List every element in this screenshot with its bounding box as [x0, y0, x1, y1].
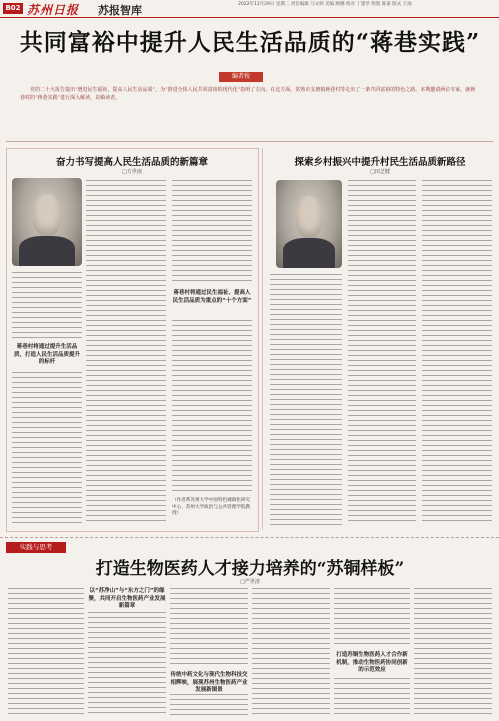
- left-article-body-col1: [86, 180, 166, 525]
- bottom-article-body-col4: [252, 588, 330, 716]
- section-divider: [0, 537, 499, 538]
- left-article-byline: □方世南: [122, 169, 142, 175]
- page-number: B02: [3, 3, 23, 14]
- left-article-body-col3b: [172, 320, 252, 495]
- section-name: 苏报智库: [98, 4, 142, 17]
- left-article-body-col3: [172, 180, 252, 285]
- bottom-article-body-col1: [8, 588, 84, 716]
- left-article-title: 奋力书写提高人民生活品质的新篇章: [55, 157, 208, 168]
- left-article-body-col1c: [12, 372, 82, 527]
- left-article-body-col1b: [12, 272, 82, 340]
- left-article-subhead-2: 蒋巷村将通过民生福祉、提高人民生活品质为重点的“十个方面”: [172, 290, 252, 304]
- left-article-subhead-1: 蒋巷村将通过提升生活品质，打造人民生活品质提升的标杆: [13, 344, 80, 365]
- bottom-article-body-col3b: [170, 694, 248, 716]
- bottom-article-byline: □严世清: [240, 579, 260, 585]
- right-article-title: 探索乡村振兴中提升村民生活品质新路径: [294, 157, 466, 168]
- column-tag: 实践与思考: [6, 542, 66, 553]
- right-article-body-col1: [270, 274, 342, 526]
- bottom-article-subhead-1: 以“苏净山”与“东方之门”的缘聚，共同开启生物医药产业发展新篇章: [88, 588, 166, 609]
- author-portrait-right: [276, 180, 342, 268]
- right-article-body-col2: [348, 180, 416, 525]
- masthead-meta: 2022年11月29日 星期二 责任编辑 马文婷 美编 顾娜 校对 丁建华 组版 陈嘉 版式 王灿: [238, 2, 412, 7]
- bottom-article-body-col3: [170, 588, 248, 668]
- masthead: [0, 0, 499, 18]
- right-article-byline: □田芝健: [370, 169, 390, 175]
- divider: [6, 141, 493, 142]
- column-rule: [262, 148, 263, 530]
- page-title: 共同富裕中提升人民生活品质的“蒋巷实践”: [19, 29, 481, 56]
- newspaper-logo: 苏州日报: [27, 3, 80, 17]
- left-article-author-note: （作者系苏州大学中国特色城镇化研究中心、苏州大学政治与公共管理学院教授）: [172, 498, 251, 516]
- editor-note-badge: 编者按: [219, 72, 263, 82]
- bottom-article-body-col2: [88, 612, 166, 716]
- bottom-article-body-col5b: [334, 678, 410, 716]
- bottom-article-subhead-3: 打造苏铜生物医药人才合作新机制，推动生物医药协同创新的示范效应: [336, 652, 408, 673]
- author-portrait-left: [12, 178, 82, 266]
- bottom-article-body-col6: [414, 588, 492, 716]
- editor-note-text: 党的二十大报告提出“增进民生福祉，提高人民生活品质”，为“推进全体人民共同富裕的现代化”指明了方向。在这方面，常熟市支塘镇蒋巷村等走出了一条共同富裕的特色之路。本期邀请两位专家，就蒋巷村的“蒋巷实践”进行深入解读，以飨读者。: [20, 87, 476, 101]
- bottom-article-title: 打造生物医药人才接力培养的“苏铜样板”: [95, 559, 405, 579]
- bottom-article-body-col5: [334, 588, 410, 648]
- bottom-article-subhead-2: 传统中药文化与现代生物科技交相辉映，展现苏州生物医药产业发展新图景: [170, 672, 248, 693]
- right-article-body-col3: [422, 180, 492, 525]
